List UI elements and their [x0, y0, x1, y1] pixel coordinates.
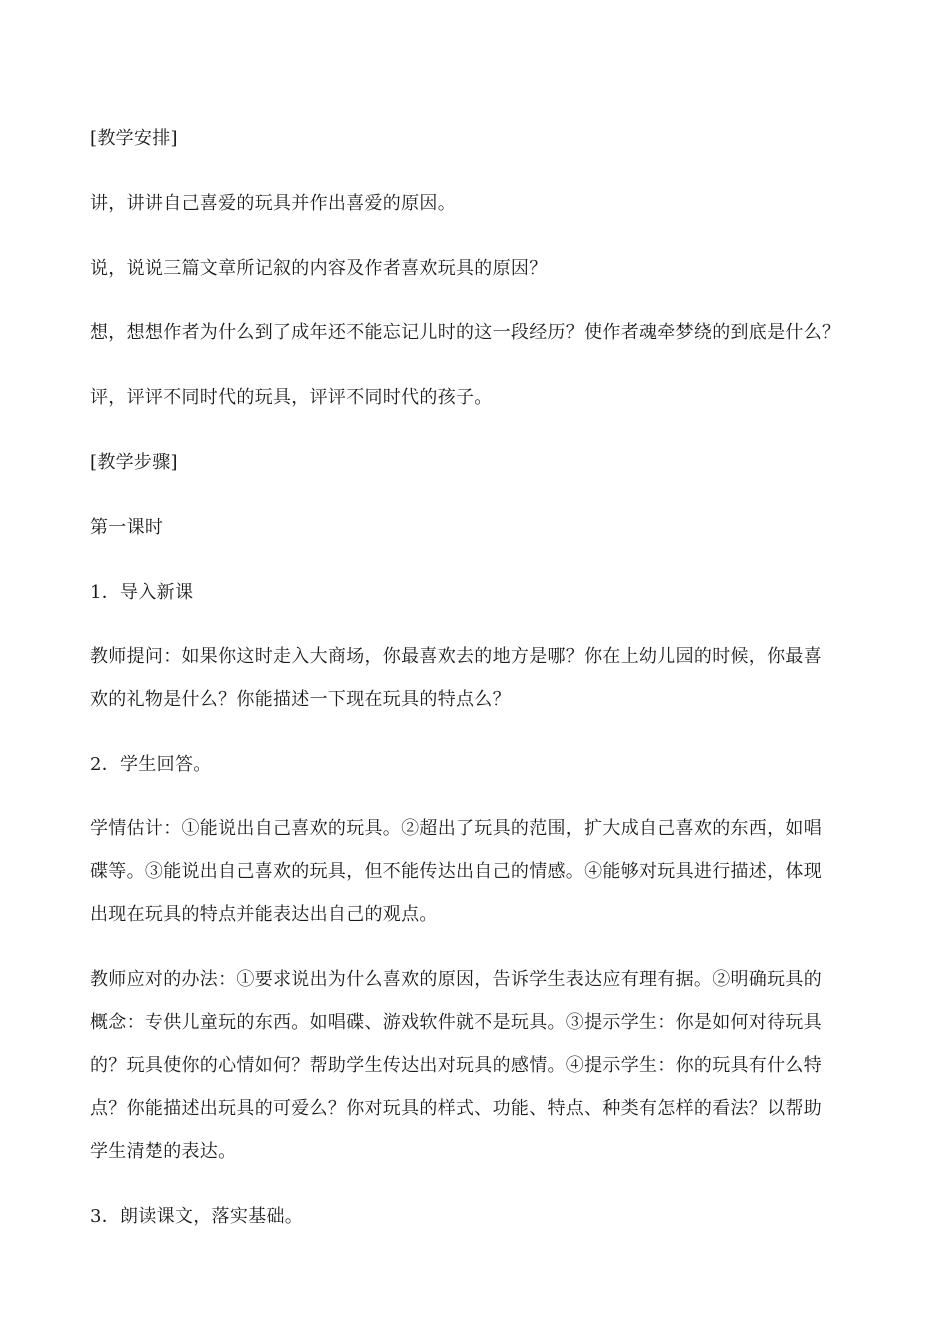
paragraph-line: 教师提问：如果你这时走入大商场，你最喜欢去的地方是哪？你在上幼儿园的时候，你最喜: [90, 646, 822, 667]
step-1-heading: 1．导入新课: [90, 582, 194, 603]
paragraph-line: 碟等。③能说出自己喜欢的玩具，但不能传达出自己的情感。④能够对玩具进行描述，体现: [90, 861, 822, 882]
arrangement-item-think: 想，想想作者为什么到了成年还不能忘记儿时的这一段经历？使作者魂牵梦绕的到底是什么？: [90, 322, 841, 343]
paragraph-line: 的？玩具使你的心情如何？帮助学生传达出对玩具的感情。④提示学生：你的玩具有什么特: [90, 1055, 822, 1076]
paragraph-line: 教师应对的办法：①要求说出为什么喜欢的原因，告诉学生表达应有理有据。②明确玩具的: [90, 969, 822, 990]
paragraph-line: 欢的礼物是什么？你能描述一下现在玩具的特点么？: [90, 689, 511, 710]
arrangement-item-comment: 评，评评不同时代的玩具，评评不同时代的孩子。: [90, 387, 493, 408]
arrangement-item-speak: 讲，讲讲自己喜爱的玩具并作出喜爱的原因。: [90, 193, 456, 214]
lesson-period-heading: 第一课时: [90, 517, 164, 538]
section-heading-steps: [教学步骤]: [90, 452, 178, 473]
paragraph-line: 出现在玩具的特点并能表达出自己的观点。: [90, 904, 438, 925]
step-3-heading: 3．朗读课文，落实基础。: [90, 1206, 304, 1227]
step-2-heading: 2．学生回答。: [90, 754, 212, 775]
paragraph-line: 学生清楚的表达。: [90, 1141, 237, 1162]
paragraph-line: 点？你能描述出玩具的可爱么？你对玩具的样式、功能、特点、种类有怎样的看法？以帮助: [90, 1098, 822, 1119]
paragraph-line: 学情估计：①能说出自己喜欢的玩具。②超出了玩具的范围，扩大成自己喜欢的东西，如唱: [90, 818, 822, 839]
paragraph-line: 概念：专供儿童玩的东西。如唱碟、游戏软件就不是玩具。③提示学生：你是如何对待玩具: [90, 1012, 822, 1033]
section-heading-arrangement: [教学安排]: [90, 128, 178, 149]
arrangement-item-say: 说，说说三篇文章所记叙的内容及作者喜欢玩具的原因？: [90, 258, 548, 279]
